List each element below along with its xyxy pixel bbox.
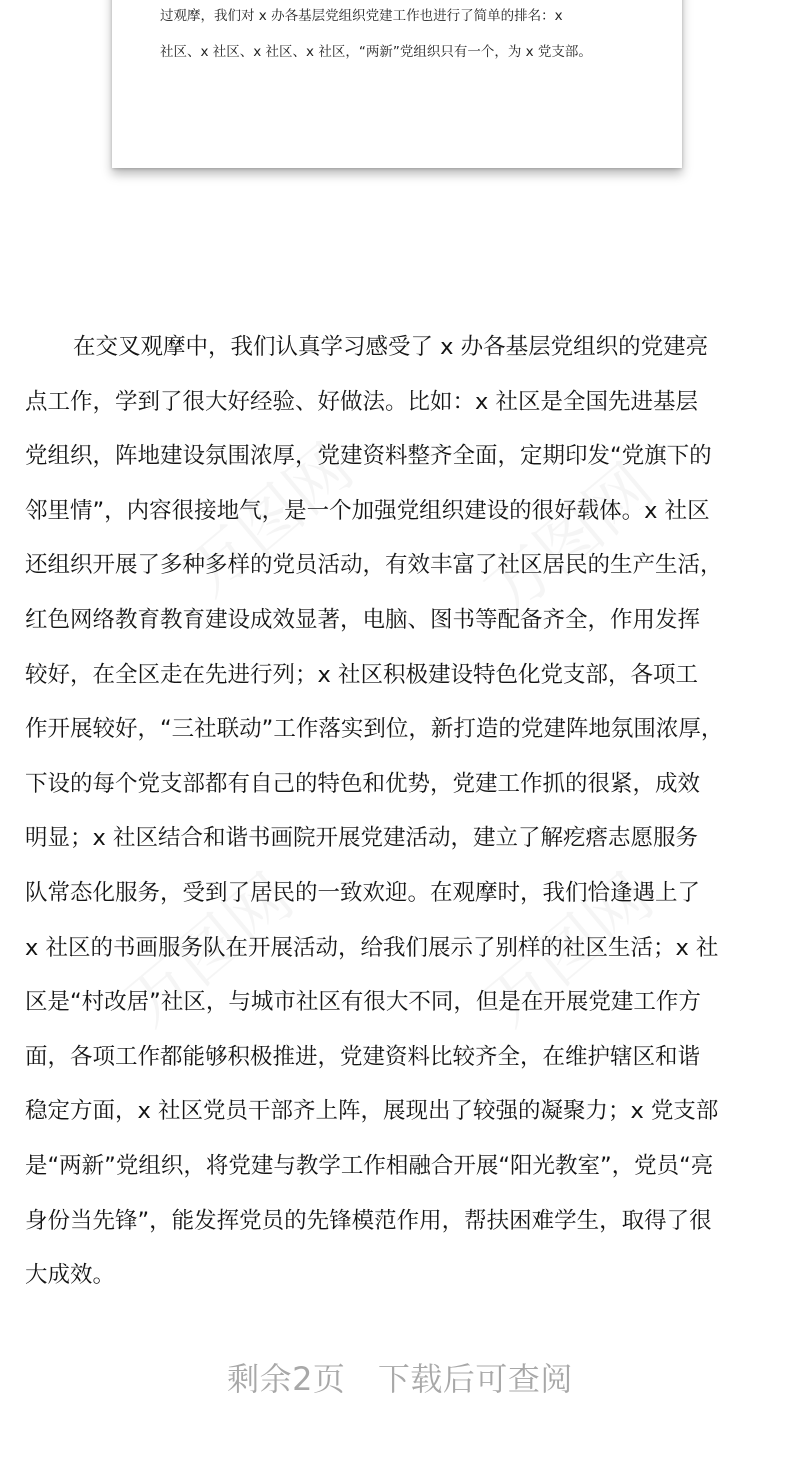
body-paragraph-line: 身份当先锋”，能发挥党员的先锋模范作用，帮扶困难学生，取得了很 [25, 1207, 712, 1234]
body-paragraph-line: 较好，在全区走在先进行列；x 社区积极建设特色化党支部，各项工 [25, 661, 698, 688]
page-preview-card [112, 0, 682, 168]
body-paragraph-line: 点工作，学到了很大好经验、好做法。比如：x 社区是全国先进基层 [25, 388, 698, 415]
body-paragraph-line: 在交叉观摩中，我们认真学习感受了 x 办各基层党组织的党建亮 [73, 334, 709, 360]
body-paragraph-line: 党组织，阵地建设氛围浓厚，党建资料整齐全面，定期印发“党旗下的 [25, 443, 712, 470]
remaining-pages-download-link[interactable]: 剩余2页 下载后可查阅 [227, 1360, 573, 1398]
preview-text-line: 过观摩，我们对 x 办各基层党组织党建工作也进行了简单的排名：x [160, 8, 563, 24]
body-paragraph-line: 大成效。 [25, 1262, 116, 1289]
watermark: 万图网 [112, 860, 306, 1040]
watermark: 万图网 [472, 450, 666, 630]
body-paragraph-line: 是“两新”党组织，将党建与教学工作相融合开展“阳光教室”，党员“亮 [25, 1152, 714, 1179]
body-paragraph-line: 还组织开展了多种多样的党员活动，有效丰富了社区居民的生产生活， [25, 552, 723, 579]
body-paragraph-line: 作开展较好，“三社联动”工作落实到位，新打造的党建阵地氛围浓厚， [25, 716, 724, 743]
body-paragraph-line: 明显；x 社区结合和谐书画院开展党建活动，建立了解疙瘩志愿服务 [25, 825, 698, 852]
body-paragraph-line: 邻里情”，内容很接地气，是一个加强党组织建设的很好载体。x 社区 [25, 497, 710, 524]
body-paragraph-line: 队常态化服务，受到了居民的一致欢迎。在观摩时，我们恰逢遇上了 [25, 879, 701, 906]
body-paragraph-line: 红色网络教育教育建设成效显著，电脑、图书等配备齐全，作用发挥 [25, 606, 701, 633]
body-paragraph-line: 面，各项工作都能够积极推进，党建资料比较齐全，在维护辖区和谐 [25, 1043, 701, 1070]
body-paragraph-line: 下设的每个党支部都有自己的特色和优势，党建工作抓的很紧，成效 [25, 770, 701, 797]
watermark: 万图网 [472, 860, 666, 1040]
preview-text-line: 社区、x 社区、x 社区、x 社区，“两新”党组织只有一个，为 x 党支部。 [160, 44, 592, 60]
document-body [25, 320, 777, 1303]
body-paragraph-line: x 社区的书画服务队在开展活动，给我们展示了别样的社区生活；x 社 [25, 934, 719, 961]
body-paragraph-line: 区是“村改居”社区，与城市社区有很大不同，但是在开展党建工作方 [25, 989, 701, 1016]
watermark: 万图网 [172, 430, 366, 610]
body-paragraph-line: 稳定方面，x 社区党员干部齐上阵，展现出了较强的凝聚力；x 党支部 [25, 1098, 719, 1125]
